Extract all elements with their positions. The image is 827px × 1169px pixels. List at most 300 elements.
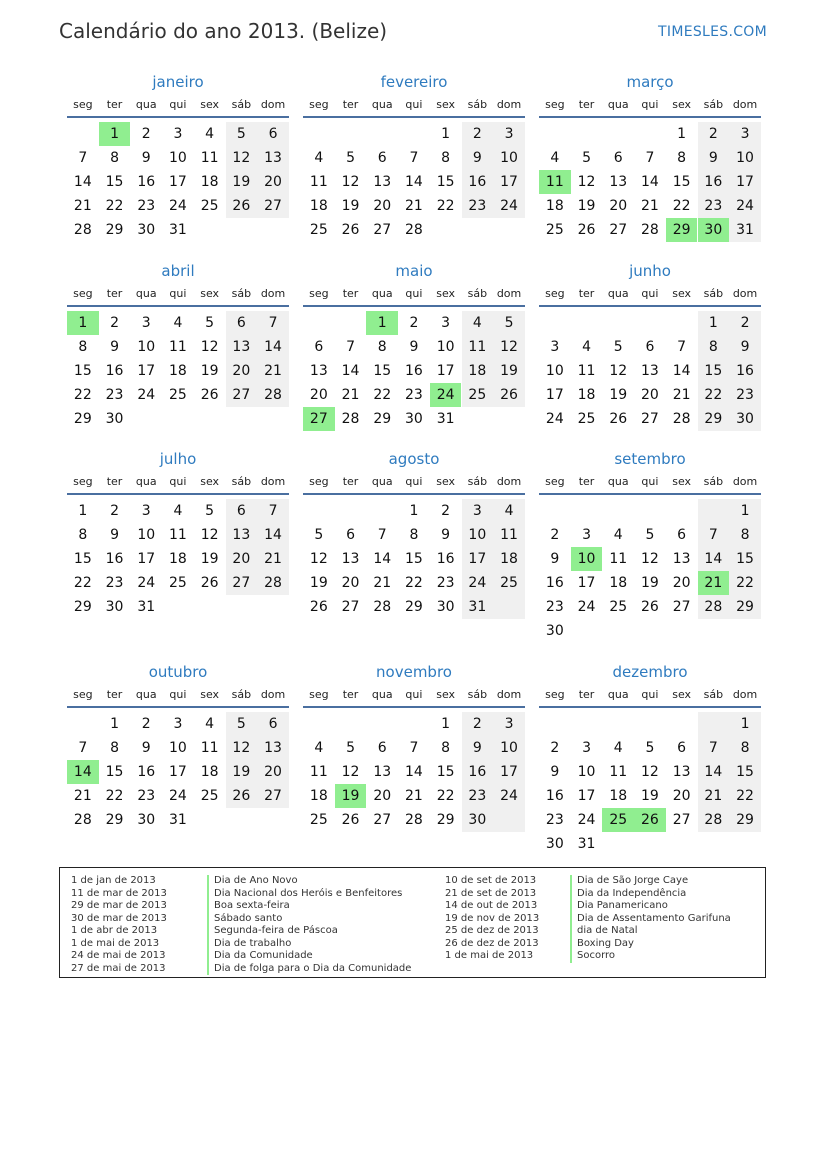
day-cell: 29 [105, 812, 124, 828]
day-cell: 26 [200, 575, 219, 591]
day-cell: 10 [137, 339, 156, 355]
day-cell: 3 [173, 126, 183, 142]
day-cell: 24 [500, 198, 518, 214]
day-cell: 31 [468, 599, 487, 615]
day-grid [303, 499, 525, 619]
day-cell: 7 [645, 150, 655, 166]
legend-holiday-name: Dia de Assentamento Garifuna [570, 913, 731, 926]
weekday-label: dom [496, 475, 522, 488]
day-cell: 3 [472, 503, 482, 519]
day-cell: 23 [137, 198, 156, 214]
day-cell: 5 [645, 740, 655, 756]
month-janeiro [67, 73, 289, 242]
weekday-label: dom [732, 98, 758, 111]
legend-holiday-name: Dia da Independência [570, 888, 731, 901]
day-cell: 31 [137, 599, 156, 615]
weekday-label: qui [641, 287, 659, 300]
day-cell: 21 [73, 788, 92, 804]
day-cell: 26 [200, 387, 219, 403]
day-cell: 15 [736, 551, 754, 567]
day-grid [303, 712, 525, 832]
day-cell: 18 [200, 764, 219, 780]
day-cell: 8 [110, 740, 119, 756]
legend-dates-left [71, 875, 167, 975]
day-cell: 20 [309, 387, 328, 403]
day-cell: 5 [205, 315, 215, 331]
weekday-label: sex [200, 287, 220, 300]
day-cell: 10 [500, 150, 518, 166]
day-cell: 12 [309, 551, 328, 567]
weekday-label: sáb [467, 475, 488, 488]
day-cell: 4 [613, 527, 623, 543]
day-cell: 9 [110, 527, 119, 543]
day-cell: 2 [708, 126, 718, 142]
day-cell: 2 [740, 315, 750, 331]
day-cell: 14 [405, 764, 423, 780]
day-cell: 27 [672, 812, 691, 828]
day-cell: 23 [468, 198, 487, 214]
day-cell: 29 [704, 411, 723, 427]
holiday-day-cell: 1 [366, 311, 398, 335]
day-cell: 22 [704, 387, 723, 403]
month-outubro [67, 663, 289, 832]
month-name: junho [629, 262, 671, 280]
day-cell: 17 [577, 788, 596, 804]
holiday-day-cell: 10 [571, 547, 603, 571]
day-cell: 8 [441, 150, 451, 166]
month-name: julho [159, 450, 197, 468]
weekday-label: ter [578, 98, 595, 111]
day-cell: 14 [704, 764, 723, 780]
day-cell: 7 [677, 339, 687, 355]
day-cell: 16 [736, 363, 754, 379]
weekday-label: sáb [231, 688, 252, 701]
day-cell: 16 [137, 764, 156, 780]
day-cell: 8 [677, 150, 687, 166]
weekday-label: qui [641, 475, 659, 488]
day-cell: 25 [309, 812, 328, 828]
legend-holiday-name: Dia de São Jorge Caye [570, 875, 731, 888]
legend-date: 1 de mai de 2013 [71, 937, 160, 949]
day-cell: 9 [441, 527, 451, 543]
legend-holiday-name: Dia de Ano Novo [207, 875, 411, 888]
day-cell: 22 [405, 575, 423, 591]
weekday-label: sex [436, 475, 456, 488]
day-cell: 17 [736, 174, 754, 190]
day-cell: 12 [200, 527, 219, 543]
day-cell: 20 [672, 575, 691, 591]
weekday-label: sáb [703, 98, 724, 111]
day-cell: 13 [264, 150, 282, 166]
day-cell: 15 [736, 764, 754, 780]
day-cell: 30 [105, 411, 124, 427]
weekday-label: sex [200, 475, 220, 488]
day-cell: 7 [268, 503, 278, 519]
day-cell: 26 [232, 788, 251, 804]
day-cell: 11 [609, 764, 628, 780]
weekday-header [303, 285, 525, 307]
day-cell: 26 [341, 812, 360, 828]
weekday-label: qua [135, 98, 157, 111]
weekday-label: sex [436, 688, 456, 701]
day-cell: 17 [169, 764, 187, 780]
weekday-label: ter [106, 98, 123, 111]
day-cell: 26 [232, 198, 251, 214]
day-cell: 23 [545, 599, 564, 615]
day-cell: 3 [141, 315, 151, 331]
day-cell: 27 [672, 599, 691, 615]
month-name: fevereiro [380, 73, 448, 91]
day-cell: 12 [232, 150, 251, 166]
day-cell: 4 [504, 503, 514, 519]
day-cell: 4 [314, 740, 324, 756]
legend-holiday-name: Dia de folga para o Dia da Comunidade [207, 963, 411, 976]
day-cell: 14 [405, 174, 423, 190]
day-cell: 24 [137, 575, 156, 591]
day-cell: 18 [609, 788, 628, 804]
day-cell: 1 [708, 315, 718, 331]
day-cell: 6 [613, 150, 623, 166]
day-cell: 1 [409, 503, 419, 519]
day-cell: 7 [346, 339, 355, 355]
day-cell: 28 [704, 812, 723, 828]
day-cell: 21 [704, 788, 723, 804]
day-cell: 2 [472, 716, 482, 732]
day-cell: 1 [441, 716, 451, 732]
weekday-header [539, 96, 761, 118]
weekday-label: dom [260, 98, 286, 111]
weekend-shade [493, 808, 525, 832]
weekday-label: sex [200, 98, 220, 111]
day-cell: 18 [309, 788, 328, 804]
day-cell: 2 [550, 740, 560, 756]
day-cell: 5 [314, 527, 324, 543]
day-cell: 17 [468, 551, 487, 567]
day-cell: 28 [73, 812, 92, 828]
weekday-header [539, 473, 761, 495]
day-cell: 25 [200, 198, 219, 214]
weekday-label: sex [436, 98, 456, 111]
day-cell: 23 [468, 788, 487, 804]
day-cell: 16 [468, 174, 487, 190]
day-cell: 24 [577, 599, 596, 615]
weekday-label: qui [405, 98, 423, 111]
day-grid [67, 122, 289, 242]
day-cell: 10 [169, 150, 187, 166]
day-cell: 6 [236, 503, 246, 519]
day-cell: 25 [200, 788, 219, 804]
day-cell: 28 [264, 575, 282, 591]
day-cell: 21 [405, 788, 423, 804]
day-cell: 25 [169, 387, 187, 403]
weekday-header [303, 686, 525, 708]
day-cell: 20 [373, 788, 392, 804]
day-cell: 25 [577, 411, 596, 427]
legend-holiday-name: Segunda-feira de Páscoa [207, 925, 411, 938]
day-cell: 15 [436, 174, 455, 190]
day-cell: 11 [577, 363, 596, 379]
day-cell: 27 [641, 411, 659, 427]
day-cell: 18 [577, 387, 596, 403]
holiday-day-cell: 14 [67, 760, 99, 784]
weekday-label: seg [545, 287, 565, 300]
day-cell: 23 [704, 198, 723, 214]
day-cell: 18 [200, 174, 219, 190]
weekday-label: ter [106, 688, 123, 701]
day-cell: 28 [672, 411, 691, 427]
day-cell: 13 [373, 174, 392, 190]
day-cell: 17 [436, 363, 455, 379]
holiday-day-cell: 1 [67, 311, 99, 335]
day-grid [67, 712, 289, 832]
day-cell: 8 [740, 740, 750, 756]
day-cell: 20 [672, 788, 691, 804]
day-cell: 19 [232, 174, 251, 190]
day-cell: 8 [110, 150, 119, 166]
legend-names-left [207, 875, 411, 975]
day-cell: 12 [200, 339, 219, 355]
day-cell: 16 [704, 174, 723, 190]
day-cell: 29 [73, 411, 92, 427]
day-cell: 15 [436, 764, 455, 780]
day-cell: 29 [373, 411, 392, 427]
day-cell: 26 [500, 387, 518, 403]
day-cell: 5 [613, 339, 623, 355]
weekday-label: qua [371, 287, 393, 300]
holiday-day-cell: 30 [698, 218, 730, 242]
day-cell: 9 [550, 551, 560, 567]
day-cell: 17 [169, 174, 187, 190]
weekday-label: dom [496, 98, 522, 111]
day-cell: 30 [545, 623, 564, 639]
weekday-label: ter [578, 688, 595, 701]
day-cell: 16 [137, 174, 156, 190]
day-cell: 26 [341, 222, 360, 238]
day-cell: 28 [641, 222, 659, 238]
day-cell: 2 [141, 126, 151, 142]
day-cell: 3 [504, 126, 514, 142]
weekday-label: sáb [231, 287, 252, 300]
day-cell: 9 [141, 150, 151, 166]
day-cell: 12 [577, 174, 596, 190]
day-cell: 15 [405, 551, 423, 567]
day-cell: 8 [409, 527, 419, 543]
day-cell: 10 [545, 363, 564, 379]
legend-date: 29 de mar de 2013 [71, 900, 167, 911]
weekday-label: sáb [703, 688, 724, 701]
day-cell: 28 [373, 599, 392, 615]
day-cell: 21 [264, 551, 282, 567]
day-cell: 30 [468, 812, 487, 828]
month-julho [67, 450, 289, 619]
day-cell: 8 [78, 527, 88, 543]
weekday-label: dom [260, 287, 286, 300]
day-cell: 31 [436, 411, 455, 427]
legend-holiday-name: Socorro [570, 950, 731, 963]
day-cell: 3 [141, 503, 151, 519]
weekday-label: sáb [467, 98, 488, 111]
day-cell: 22 [736, 575, 754, 591]
day-cell: 7 [708, 740, 718, 756]
weekday-label: dom [732, 688, 758, 701]
day-cell: 29 [405, 599, 423, 615]
weekday-label: ter [578, 475, 595, 488]
day-cell: 23 [545, 812, 564, 828]
weekday-label: sex [672, 98, 692, 111]
day-cell: 9 [110, 339, 119, 355]
month-name: novembro [376, 663, 452, 681]
legend-date: 25 de dez de 2013 [445, 925, 539, 936]
weekday-label: sáb [467, 688, 488, 701]
weekday-label: ter [342, 98, 359, 111]
day-cell: 26 [641, 599, 659, 615]
day-cell: 20 [232, 363, 251, 379]
day-cell: 30 [436, 599, 455, 615]
day-cell: 22 [105, 198, 124, 214]
day-cell: 11 [309, 764, 328, 780]
day-cell: 4 [205, 716, 215, 732]
day-cell: 9 [472, 740, 482, 756]
day-cell: 26 [309, 599, 328, 615]
day-cell: 13 [641, 363, 659, 379]
weekday-label: sex [672, 287, 692, 300]
month-dezembro [539, 663, 761, 856]
day-cell: 4 [550, 150, 560, 166]
legend-holiday-name: Dia Nacional dos Heróis e Benfeitores [207, 888, 411, 901]
weekday-label: seg [309, 475, 329, 488]
weekday-label: ter [342, 688, 359, 701]
day-cell: 25 [309, 222, 328, 238]
weekday-header [539, 285, 761, 307]
day-cell: 10 [468, 527, 487, 543]
day-cell: 10 [736, 150, 754, 166]
weekday-label: seg [545, 688, 565, 701]
day-cell: 13 [672, 551, 691, 567]
weekday-label: sex [200, 688, 220, 701]
holiday-legend [59, 867, 766, 978]
day-cell: 14 [373, 551, 392, 567]
day-cell: 1 [78, 503, 88, 519]
day-cell: 2 [550, 527, 560, 543]
legend-date: 26 de dez de 2013 [445, 937, 539, 949]
weekday-label: dom [260, 688, 286, 701]
day-cell: 12 [500, 339, 518, 355]
day-cell: 15 [373, 363, 392, 379]
day-cell: 10 [577, 764, 596, 780]
day-cell: 4 [173, 503, 183, 519]
day-cell: 13 [373, 764, 392, 780]
day-cell: 23 [436, 575, 455, 591]
legend-dates-right [445, 875, 539, 963]
day-cell: 4 [173, 315, 183, 331]
day-cell: 18 [169, 363, 187, 379]
day-cell: 3 [441, 315, 451, 331]
legend-holiday-name: dia de Natal [570, 925, 731, 938]
day-cell: 20 [373, 198, 392, 214]
day-cell: 6 [377, 740, 387, 756]
weekday-header [67, 96, 289, 118]
day-cell: 19 [641, 575, 659, 591]
day-cell: 9 [472, 150, 482, 166]
day-cell: 7 [78, 740, 88, 756]
month-name: maio [395, 262, 433, 280]
day-cell: 20 [641, 387, 659, 403]
month-name: agosto [388, 450, 440, 468]
weekday-label: dom [732, 287, 758, 300]
day-cell: 2 [110, 503, 119, 519]
day-cell: 4 [613, 740, 623, 756]
day-cell: 23 [105, 575, 124, 591]
weekday-label: sáb [467, 287, 488, 300]
weekday-label: sáb [231, 475, 252, 488]
day-cell: 14 [672, 363, 691, 379]
day-grid [303, 122, 525, 242]
weekend-shade [698, 712, 730, 736]
day-grid [539, 122, 761, 242]
day-cell: 6 [346, 527, 355, 543]
day-cell: 19 [609, 387, 628, 403]
day-cell: 24 [169, 788, 187, 804]
day-cell: 14 [264, 527, 282, 543]
day-cell: 20 [264, 174, 282, 190]
day-cell: 24 [545, 411, 564, 427]
day-cell: 28 [405, 812, 423, 828]
legend-date: 19 de nov de 2013 [445, 912, 540, 924]
weekday-label: qui [169, 98, 187, 111]
day-cell: 19 [232, 764, 251, 780]
weekday-header [539, 686, 761, 708]
day-cell: 25 [609, 599, 628, 615]
month-fevereiro [303, 73, 525, 242]
day-cell: 31 [169, 222, 187, 238]
day-cell: 15 [672, 174, 691, 190]
day-cell: 29 [73, 599, 92, 615]
weekday-label: qui [641, 98, 659, 111]
day-cell: 14 [641, 174, 659, 190]
day-cell: 22 [105, 788, 124, 804]
day-cell: 25 [169, 575, 187, 591]
day-cell: 11 [309, 174, 328, 190]
day-cell: 2 [472, 126, 482, 142]
month-novembro [303, 663, 525, 832]
weekday-header [67, 686, 289, 708]
day-cell: 10 [137, 527, 156, 543]
holiday-day-cell: 27 [303, 407, 335, 431]
site-logo-link[interactable]: TIMESLES.COM [658, 24, 767, 40]
day-cell: 18 [169, 551, 187, 567]
day-grid [67, 499, 289, 619]
day-cell: 19 [577, 198, 596, 214]
day-cell: 3 [550, 339, 560, 355]
holiday-day-cell: 25 [602, 808, 634, 832]
day-cell: 15 [704, 363, 723, 379]
day-cell: 4 [582, 339, 591, 355]
day-cell: 14 [73, 174, 92, 190]
weekday-label: qua [135, 475, 157, 488]
day-cell: 5 [205, 503, 215, 519]
month-name: abril [161, 262, 195, 280]
day-cell: 15 [105, 174, 124, 190]
day-cell: 22 [736, 788, 754, 804]
weekday-label: seg [545, 475, 565, 488]
month-agosto [303, 450, 525, 619]
day-cell: 12 [609, 363, 628, 379]
day-cell: 8 [441, 740, 451, 756]
day-cell: 22 [73, 387, 92, 403]
month-name: outubro [148, 663, 208, 681]
day-cell: 30 [137, 812, 156, 828]
weekday-label: sex [672, 688, 692, 701]
